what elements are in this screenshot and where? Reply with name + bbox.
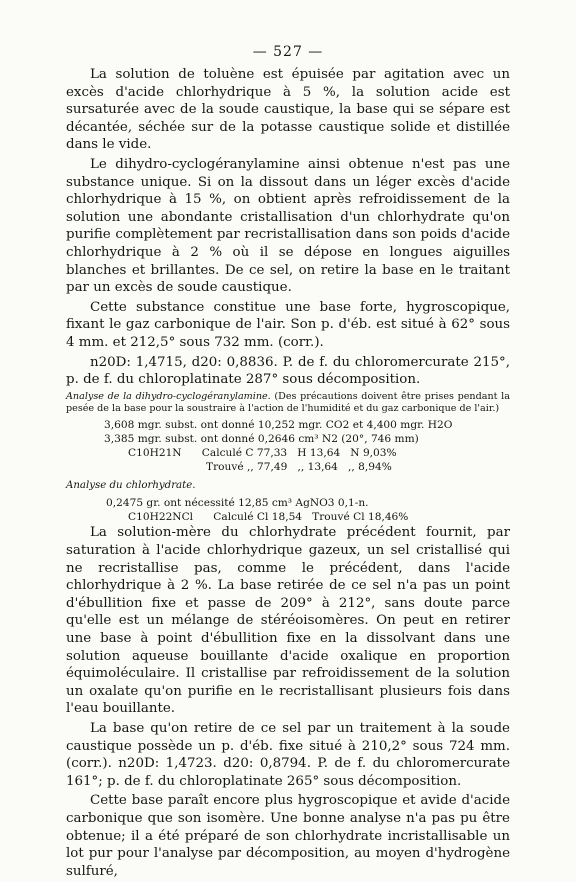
paragraph-2: Le dihydro-cyclogéranylamine ainsi obtenue n'est pas une substance unique. Si on la dissout dans un léger excès d'acide chlorhydrique à 15 %, on obtient après refroidissement de la solution une abondante cristallisation d'un chlorhydrate qu'on purifie complètement par recristallisation dans son poids d'acide chlorhydrique à 2 % où il se dépose en longues aiguilles blanches et brillantes. De ce sel, on retire la base en le traitant par un excès de soude caustique.: [66, 156, 510, 296]
paragraph-6: La base qu'on retire de ce sel par un traitement à la soude caustique possède un p. d'éb. fixe situé à 210,2° sous 724 mm. (corr.). n20D: 1,4723. d20: 0,8794. P. de f. du chloromercurate 161°; p. de f. du chloroplatinate 265° sous décomposition.: [66, 721, 510, 789]
analysis-2-data: [66, 496, 510, 524]
paragraph-7: Cette base paraît encore plus hygroscopique et avide d'acide carbonique que son isomère. Une bonne analyse n'a pas pu être obtenue; il a été préparé de son chlorhydrate incristallisable un lot pur pour l'analyse par décomposition, au moyen d'hydrogène sulfuré,: [66, 793, 510, 879]
analysis-1-line-1: 3,608 mgr. subst. ont donné 10,252 mgr. CO2 et 4,400 mgr. H2O: [104, 418, 453, 431]
paragraph-3: Cette substance constitue une base forte, hygroscopique, fixant le gaz carbonique de l'air. Son p. d'éb. est situé à 62° sous 4 mm. et 212,5° sous 732 mm. (corr.).: [66, 299, 510, 350]
analysis-1-title: Analyse de la dihydro-cyclogéranylamine.: [66, 390, 271, 402]
page-number: — 527 —: [252, 44, 324, 60]
analysis-1-heading: [66, 391, 510, 416]
analysis-1-line-3: C10H21N Calculé C 77,33 H 13,64 N 9,03%: [128, 446, 397, 459]
analysis-1-data: [66, 418, 510, 474]
analysis-1-note: (Des précautions doivent être prises pendant la pesée de la base pour la soustraire à l'action de l'humidité et du gaz carbonique de l'air.): [66, 390, 510, 415]
analysis-1-line-2: 3,385 mgr. subst. ont donné 0,2646 cm³ N2 (20°, 746 mm): [104, 432, 419, 445]
page-body: [66, 66, 510, 882]
paragraph-5: La solution-mère du chlorhydrate précédent fournit, par saturation à l'acide chlorhydrique gazeux, un sel cristallisé qui ne recristallise pas, comme le précédent, dans l'acide chlorhydrique à 2 %. La base retirée de ce sel n'a pas un point d'ébullition fixe et passe de 209° à 212°, sans doute parce qu'elle est un mélange de stéréoisomères. On peut en retirer une base à point d'ébullition fixe en la dissolvant dans une solution aqueuse bouillante d'acide oxalique en proportion équimoléculaire. Il cristallise par refroidissement de la solution un oxalate qu'on purifie en le recristallisant plusieurs fois dans l'eau bouillante.: [66, 525, 510, 717]
analysis-2-title: Analyse du chlorhydrate.: [66, 479, 196, 491]
paragraph-1: La solution de toluène est épuisée par agitation avec un excès d'acide chlorhydrique à 5 %, la solution acide est sursaturée avec de la soude caustique, la base qui se sépare est décantée, séchée sur de la potasse caustique solide et distillée dans le vide.: [66, 67, 510, 153]
analysis-2-line-1: 0,2475 gr. ont nécessité 12,85 cm³ AgNO3 0,1-n.: [106, 497, 369, 510]
paragraph-4: n20D: 1,4715, d20: 0,8836. P. de f. du chloromercurate 215°, p. de f. du chloroplatinate 287° sous décomposition.: [66, 354, 510, 388]
analysis-2-line-2: C10H22NCl Calculé Cl 18,54 Trouvé Cl 18,46%: [128, 511, 409, 524]
analysis-1-line-4: Trouvé ,, 77,49 ,, 13,64 ,, 8,94%: [206, 460, 392, 473]
